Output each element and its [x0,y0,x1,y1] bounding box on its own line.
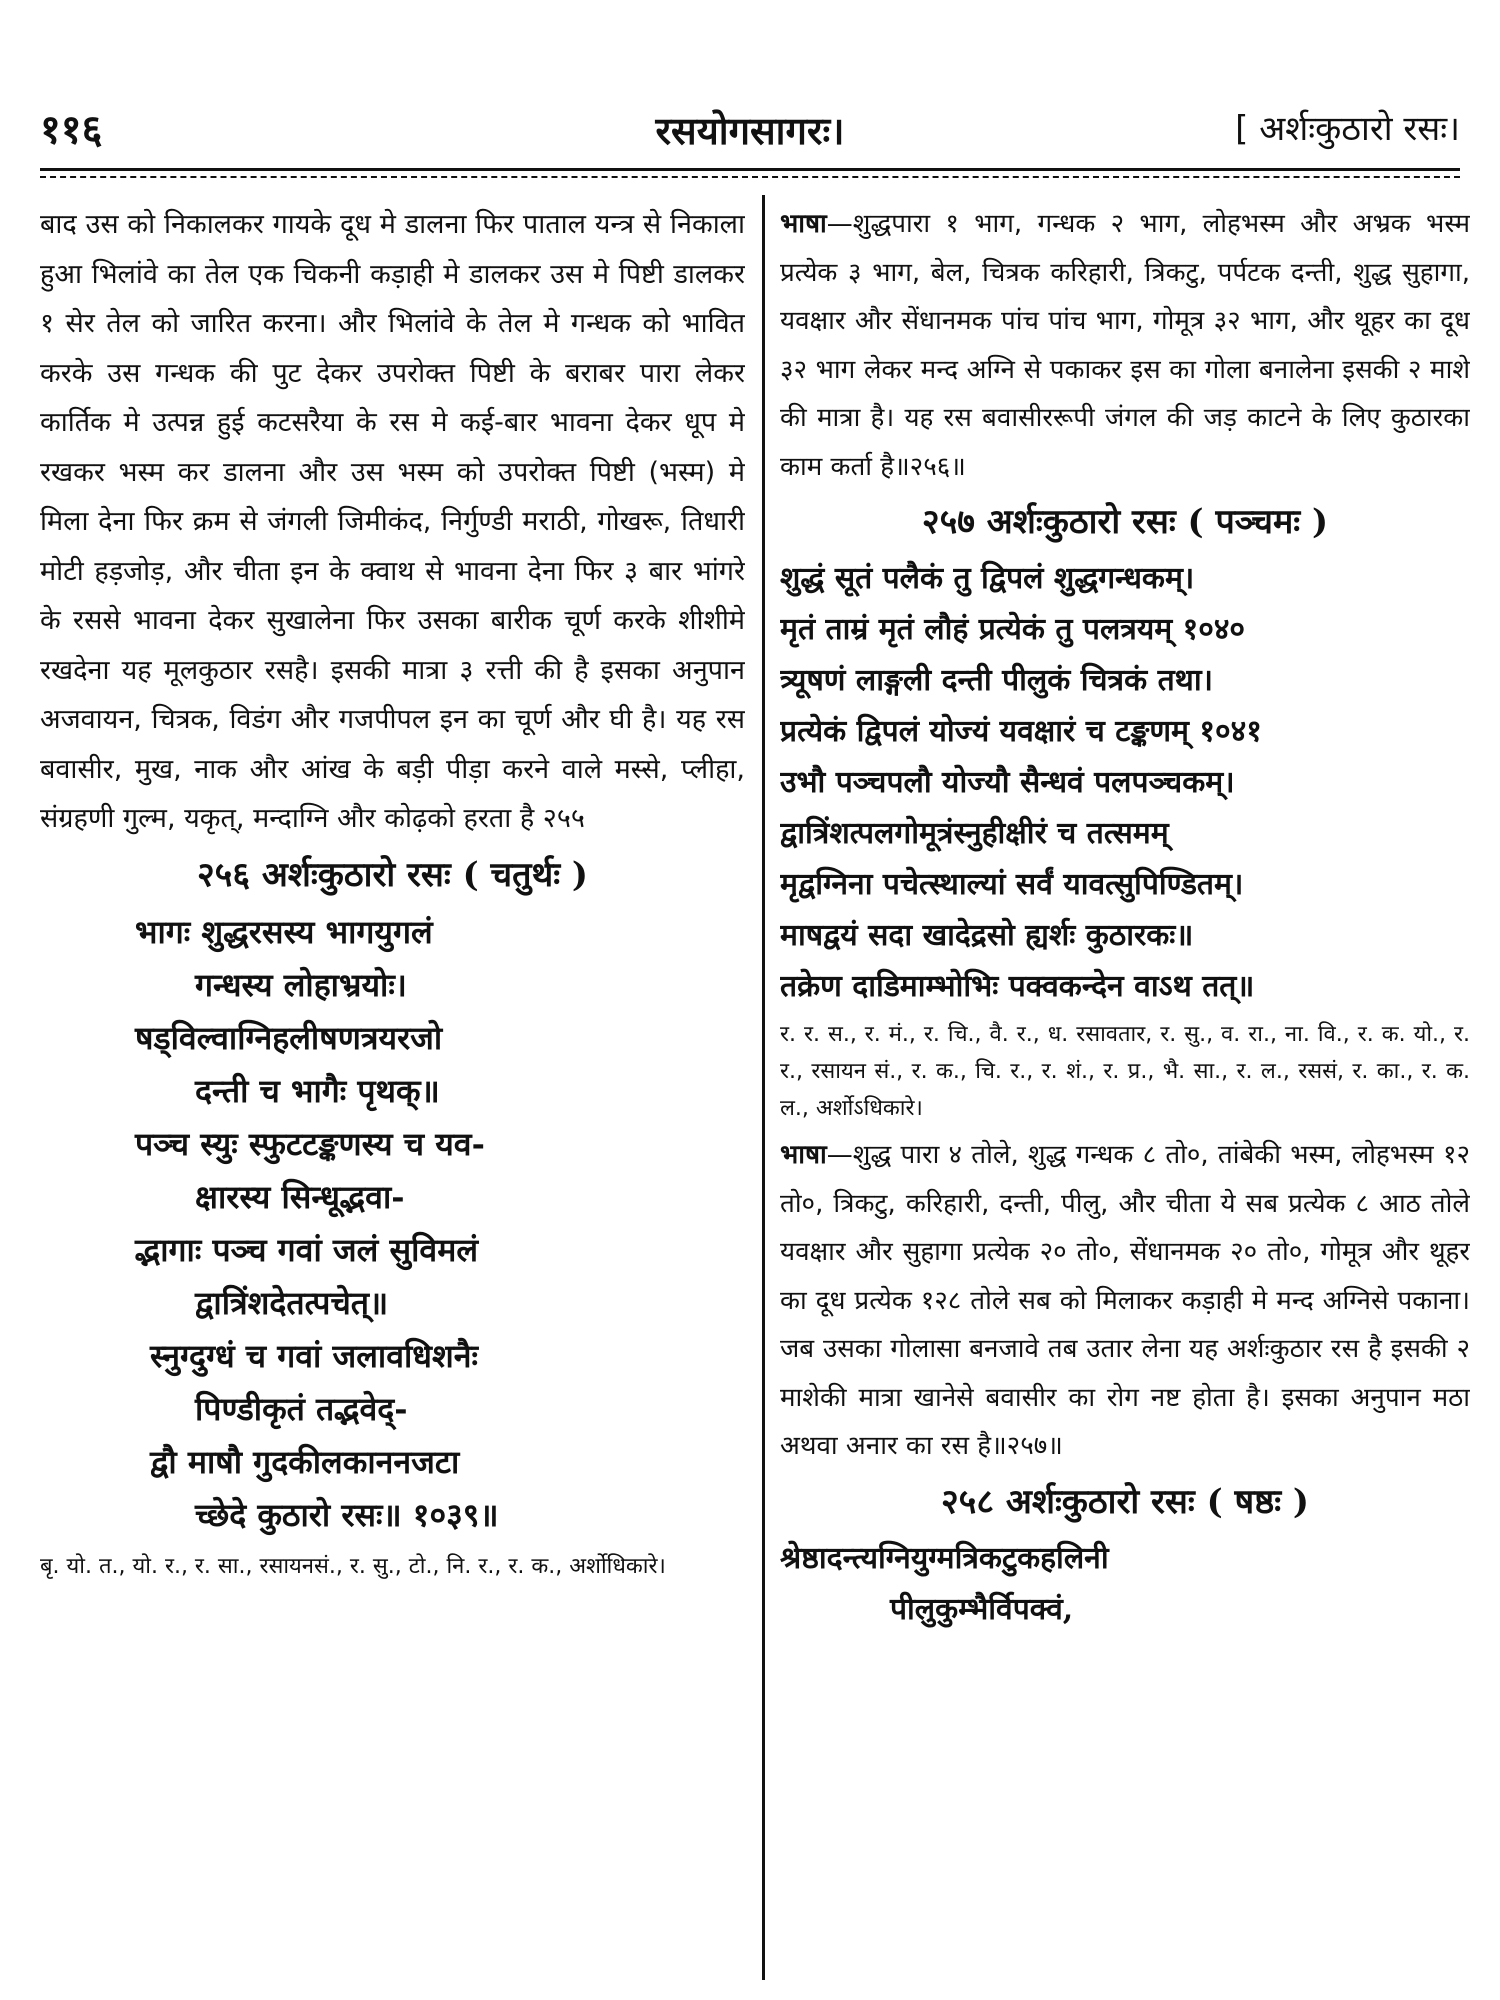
right-column [780,200,1470,1990]
verse-line: पीलुकुम्भैर्विपक्वं, [890,1591,1074,1627]
verse-line: तक्रेण दाडिमाम्भोभिः पक्वकन्देन वाऽथ तत्॥ [780,969,1255,1004]
bhasha-257 [780,1131,1470,1471]
page-number: ११६ [40,107,103,153]
verse-line: दन्ती च भागैः पृथक्॥ [195,1071,440,1110]
verse-line: भागः शुद्धरसस्य भागयुगलं [135,912,433,951]
verse-258 [780,1533,1470,1635]
bhasha-256 [780,200,1470,491]
bhasha-text: —शुद्ध पारा ४ तोले, शुद्ध गन्धक ८ तो०, तांबेकी भस्म, लोहभस्म १२ तो०, त्रिकटु, करिहारी, दन्ती, पीलु, और चीता ये सब प्रत्येक ८ आठ तोले यवक्षार और सुहागा प्रत्येक २० तो०, सेंधानमक २० तो०, गोमूत्र और थूहर का दूध प्रत्येक १२८ तोले सब को मिलाकर कड़ाही मे मन्द अग्निसे पकाना। जब उसका गोलासा बनजावे तब उतार लेना यह अर्शःकुठार रस है इसकी २ माशेकी मात्रा खानेसे बवासीर का रोग नष्ट होता है। इसका अनुपान मठा अथवा अनार का रस है॥२५७॥ [780,1140,1470,1461]
verse-line: त्र्यूषणं लाङ्गली दन्ती पीलुकं चित्रकं तथा। [780,663,1213,698]
verse-line: माषद्वयं सदा खादेद्रसो ह्यर्शः कुठारकः॥ [780,918,1194,953]
column-divider [762,195,765,1980]
heading-256: २५६ अर्शःकुठारो रसः ( चतुर्थः ) [196,854,589,895]
verse-line: शुद्धं सूतं पलैकं तु द्विपलं शुद्धगन्धकम्। [780,561,1195,596]
left-column [40,200,745,1990]
header-rule [40,168,1460,171]
verse-line: द्वात्रिंशदेतत्पचेत्॥ [195,1283,389,1322]
reference-257: र. र. स., र. मं., र. चि., वै. र., ध. रसावतार, र. सु., व. रा., ना. वि., र. क. यो., र. र., रसायन सं., र. क., चि. र., र. शं., र. प्र., भै. सा., र. ल., रससं, र. का., र. क. ल., अर्शोऽधिकारे। [780,1022,1470,1121]
verse-line: उभौ पञ्चपलौ योज्यौ सैन्धवं पलपञ्चकम्। [780,765,1235,800]
verse-256 [40,906,745,1542]
verse-line: पिण्डीकृतं तद्भवेद्- [195,1389,408,1428]
bhasha-label: भाषा [780,1140,827,1170]
verse-line: क्षारस्य सिन्धूद्भवा- [195,1177,405,1216]
verse-line: च्छेदे कुठारो रसः॥ १०३९॥ [195,1495,499,1534]
verse-line: द्वौ माषौ गुदकीलकाननजटा [150,1442,460,1481]
paragraph-255: बाद उस को निकालकर गायके दूध मे डालना फिर पाताल यन्त्र से निकाला हुआ भिलांवे का तेल एक चिकनी कड़ाही मे डालकर उस मे पिष्टी डालकर १ सेर तेल को जारित करना। और भिलांवे के तेल मे गन्धक को भावित करके उस गन्धक की पुट देकर उपरोक्त पिष्टी के बराबर पारा लेकर कार्तिक मे उत्पन्न हुई कटसरैया के रस मे कई-बार भावना देकर धूप मे रखकर भस्म कर डालना और उस भस्म को उपरोक्त पिष्टी (भस्म) मे मिला देना फिर क्रम से जंगली जिमीकंद, निर्गुण्डी मराठी, गोखरू, तिधारी मोटी हड़जोड़, और चीता इन के क्वाथ से भावना देना फिर ३ बार भांगरे के रससे भावना देकर सुखालेना फिर उसका बारीक चूर्ण करके शीशीमे रखदेना यह मूलकुठार रसहै। इसकी मात्रा ३ रत्ती की है इसका अनुपान अजवायन, चित्रक, विडंग और गजपीपल इन का चूर्ण और घी है। यह रस बवासीर, मुख, नाक और आंख के बड़ी पीड़ा करने वाले मस्से, प्लीहा, संग्रहणी गुल्म, यकृत्, मन्दाग्नि और कोढ़को हरता है २५५ [40,209,745,834]
verse-line: प्रत्येकं द्विपलं योज्यं यवक्षारं च टङ्कणम् १०४१ [780,714,1262,749]
verse-line: द्भागाः पञ्च गवां जलं सुविमलं [135,1230,479,1269]
section-title: [ अर्शःकुठारो रसः। [1235,109,1460,149]
reference-256: बृ. यो. त., यो. र., र. सा., रसायनसं., र. सु., टो., नि. र., र. क., अर्शोधिकारे। [40,1553,666,1579]
page-header [40,100,1460,160]
bhasha-text: —शुद्धपारा १ भाग, गन्धक २ भाग, लोहभस्म और अभ्रक भस्म प्रत्येक ३ भाग, बेल, चित्रक करिहारी, त्रिकटु, पर्पटक दन्ती, शुद्ध सुहागा, यवक्षार और सेंधानमक पांच पांच भाग, गोमूत्र ३२ भाग, और थूहर का दूध ३२ भाग लेकर मन्द अग्नि से पकाकर इस का गोला बनालेना इसकी २ माशे की मात्रा है। यह रस बवासीररूपी जंगल की जड़ काटने के लिए कुठारका काम कर्ता है॥२५६॥ [780,209,1470,482]
verse-257 [780,553,1470,1012]
verse-line: षड्विल्वाग्निहलीषणत्रयरजो [135,1018,443,1057]
verse-line: गन्धस्य लोहाभ्रयोः। [195,965,407,1004]
heading-258: २५८ अर्शःकुठारो रसः ( षष्ठः ) [940,1481,1310,1522]
verse-line: श्रेष्ठादन्त्यग्नियुग्मत्रिकटुकहलिनी [780,1540,1109,1576]
heading-257: २५७ अर्शःकुठारो रसः ( पञ्चमः ) [921,502,1329,542]
bhasha-label: भाषा [780,209,827,239]
verse-line: द्वात्रिंशत्पलगोमूत्रंस्नुहीक्षीरं च तत्समम् [780,816,1169,851]
verse-line: मृतं ताम्रं मृतं लौहं प्रत्येकं तु पलत्रयम् १०४० [780,612,1246,647]
verse-line: पञ्च स्युः स्फुटटङ्कणस्य च यव- [135,1124,485,1163]
verse-line: मृद्वग्निना पचेत्स्थाल्यां सर्वं यावत्सुपिण्डितम्। [780,867,1244,902]
book-title: रसयोगसागरः। [655,109,845,153]
verse-line: स्नुग्दुग्धं च गवां जलावधिशनैः [150,1336,478,1375]
header-wavy-rule [40,176,1460,178]
